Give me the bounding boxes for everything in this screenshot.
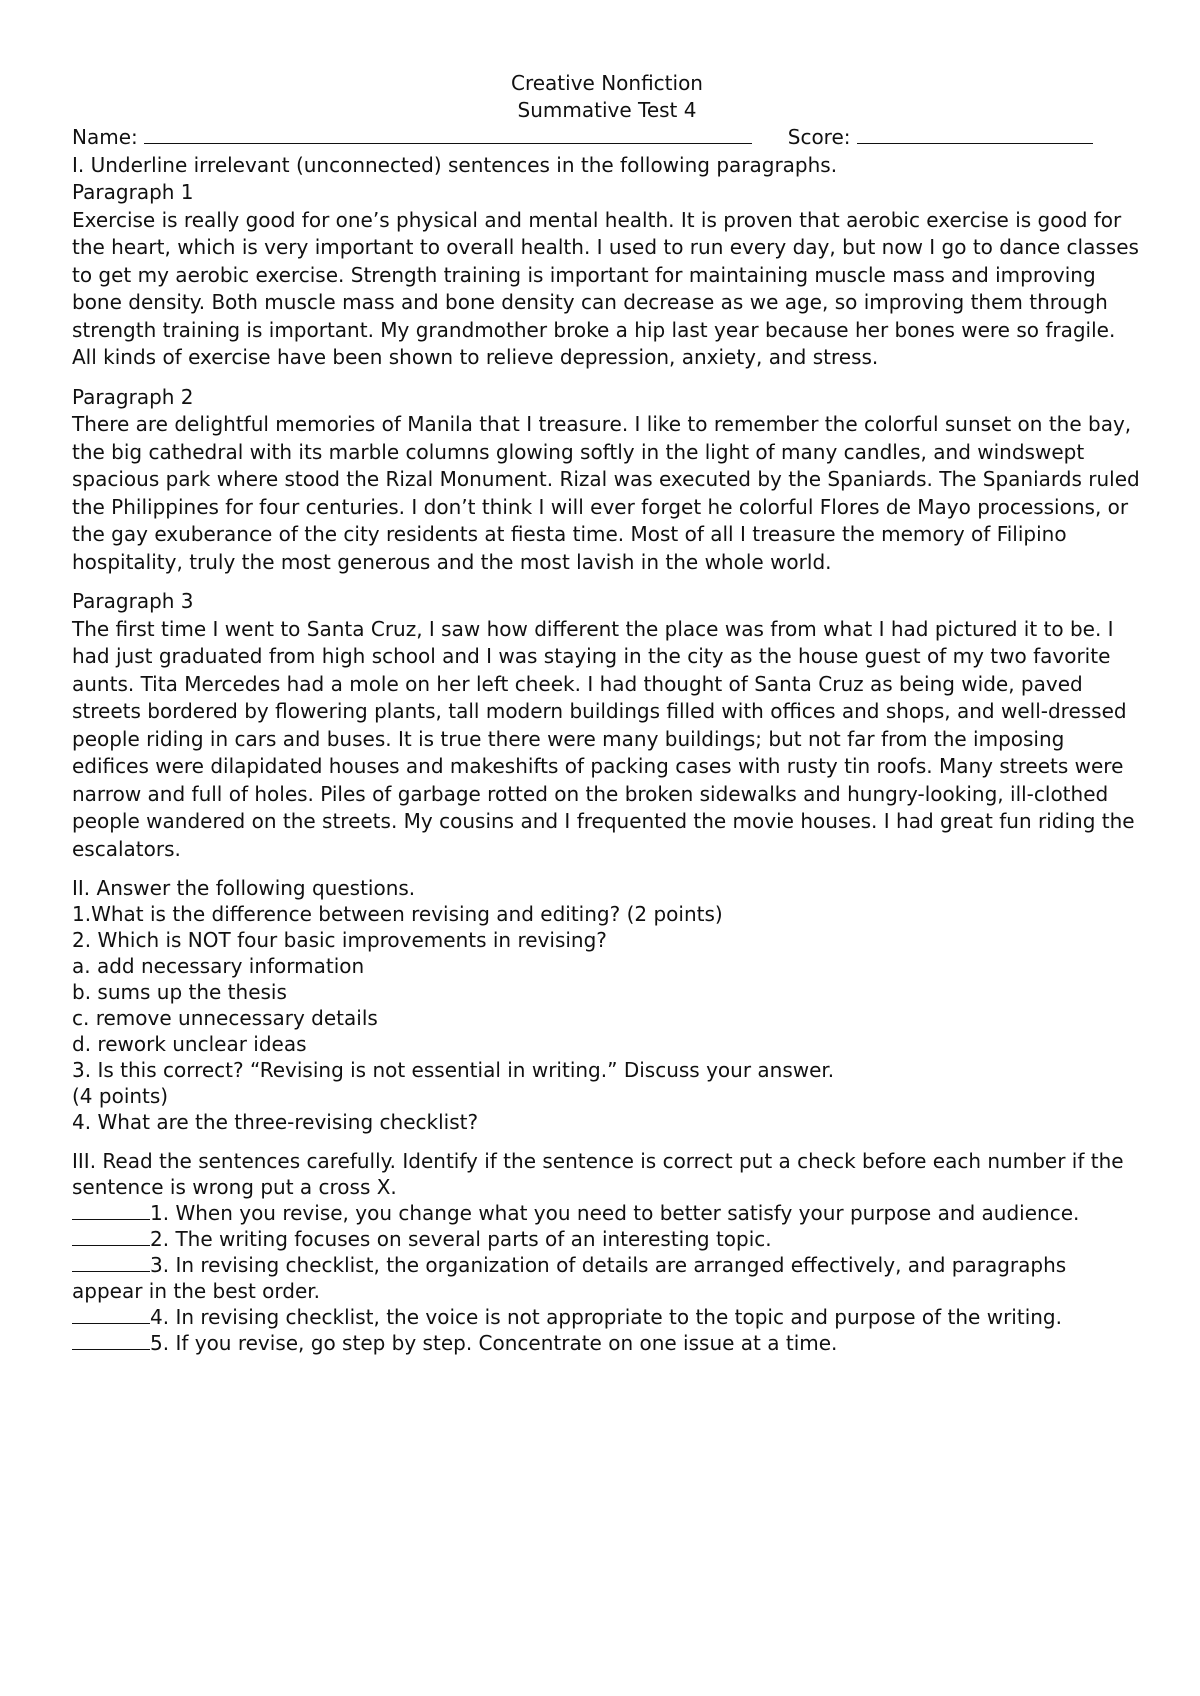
paragraph-text: There are delightful memories of Manila that I treasure. I like to remember the colorful sunset on the bay, the big cathedral with its marble columns glowing softly in the light of many candles, and windswept spacious park where stood the Rizal Monument. Rizal was executed by the Spaniards. The Spaniards ruled the Philippines for four centuries. I don’t think I will ever forget he colorful Flores de Mayo processions, or the gay exuberance of the city residents at fiesta time. Most of all I treasure the memory of Filipino hospitality, truly the most generous and the most lavish in the whole world.: [72, 412, 1140, 574]
score-blank-line[interactable]: [857, 125, 1093, 144]
test-document: [72, 70, 1142, 1356]
tf-item-text: 5. If you revise, go step by step. Concentrate on one issue at a time.: [150, 1331, 838, 1355]
document-subtitle: Summative Test 4: [517, 98, 697, 122]
paragraph-text: Exercise is really good for one’s physical and mental health. It is proven that aerobic exercise is good for the heart, which is very important to overall health. I used to run every day, but now I go to dance classes to get my aerobic exercise. Strength training is important for maintaining muscle mass and improving bone density. Both muscle mass and bone density can decrease as we age, so improving them through strength training is important. My grandmother broke a hip last year because her bones were so fragile. All kinds of exercise have been shown to relieve depression, anxiety, and stress.: [72, 207, 1139, 369]
paragraph-1: [72, 179, 1142, 372]
paragraph-text: The first time I went to Santa Cruz, I saw how different the place was from what I had pictured it to be. I had just graduated from high school and I was staying in the city as the house guest of my two favorite aunts. Tita Mercedes had a mole on her left cheek. I had thought of Santa Cruz as being wide, paved streets bordered by flowering plants, tall modern buildings filled with offices and shops, and well-dressed people riding in cars and buses. It is true there were many buildings; but not far from the imposing edifices were dilapidated houses and makeshifts of packing cases with rusty tin roofs. Many streets were narrow and full of holes. Piles of garbage rotted on the broken sidewalks and hungry-looking, ill-clothed people wandered on the streets. My cousins and I frequented the movie houses. I had great fun riding the escalators.: [72, 616, 1135, 861]
tf-item: [72, 1330, 1142, 1356]
tf-item: [72, 1200, 1142, 1226]
tf-item: [72, 1226, 1142, 1252]
name-label: Name:: [72, 125, 138, 149]
choice-line: b. sums up the thesis: [72, 980, 287, 1004]
choice-line: d. rework unclear ideas: [72, 1032, 307, 1056]
tf-item-text: 4. In revising checklist, the voice is not appropriate to the topic and purpose of the writing.: [150, 1305, 1062, 1329]
paragraph-label: Paragraph 1: [72, 180, 194, 204]
choice-line: c. remove unnecessary details: [72, 1006, 378, 1030]
question-line: 3. Is this correct? “Revising is not essential in writing.” Discuss your answer.: [72, 1058, 835, 1082]
paragraph-3: [72, 588, 1142, 863]
tf-item-text: 3. In revising checklist, the organization of details are arranged effectively, and paragraphs appear in the best order.: [72, 1253, 1067, 1303]
tf-item: [72, 1252, 1142, 1304]
part1-instruction: I. Underline irrelevant (unconnected) sentences in the following paragraphs.: [72, 152, 838, 177]
tf-item: [72, 1304, 1142, 1330]
document-title: Creative Nonfiction: [511, 71, 703, 95]
question-line: 2. Which is NOT four basic improvements in revising?: [72, 928, 607, 952]
question-line: 4. What are the three-revising checklist?: [72, 1110, 479, 1134]
answer-blank[interactable]: [72, 1227, 150, 1246]
tf-item-text: 2. The writing focuses on several parts of an interesting topic.: [150, 1227, 772, 1251]
part2-heading: II. Answer the following questions.: [72, 876, 416, 900]
part2-questions: [72, 875, 1142, 1135]
choice-line: a. add necessary information: [72, 954, 365, 978]
question-line: 1.What is the difference between revising and editing? (2 points): [72, 902, 723, 926]
paragraph-label: Paragraph 3: [72, 589, 194, 613]
part3-instruction: III. Read the sentences carefully. Identify if the sentence is correct put a check before each number if the sentence is wrong put a cross X.: [72, 1149, 1124, 1199]
score-label: Score:: [787, 125, 851, 149]
answer-blank[interactable]: [72, 1331, 150, 1350]
paragraph-label: Paragraph 2: [72, 384, 194, 409]
part3-section: [72, 1148, 1142, 1356]
answer-blank[interactable]: [72, 1305, 150, 1324]
name-score-row: [72, 124, 1142, 152]
section-gap: [72, 1135, 1142, 1148]
answer-blank[interactable]: [72, 1253, 150, 1272]
tf-item-text: 1. When you revise, you change what you need to better satisfy your purpose and audience.: [150, 1201, 1080, 1225]
paragraph-2: [72, 384, 1142, 577]
name-blank-line[interactable]: [144, 125, 752, 144]
question-line: (4 points): [72, 1084, 169, 1108]
answer-blank[interactable]: [72, 1201, 150, 1220]
